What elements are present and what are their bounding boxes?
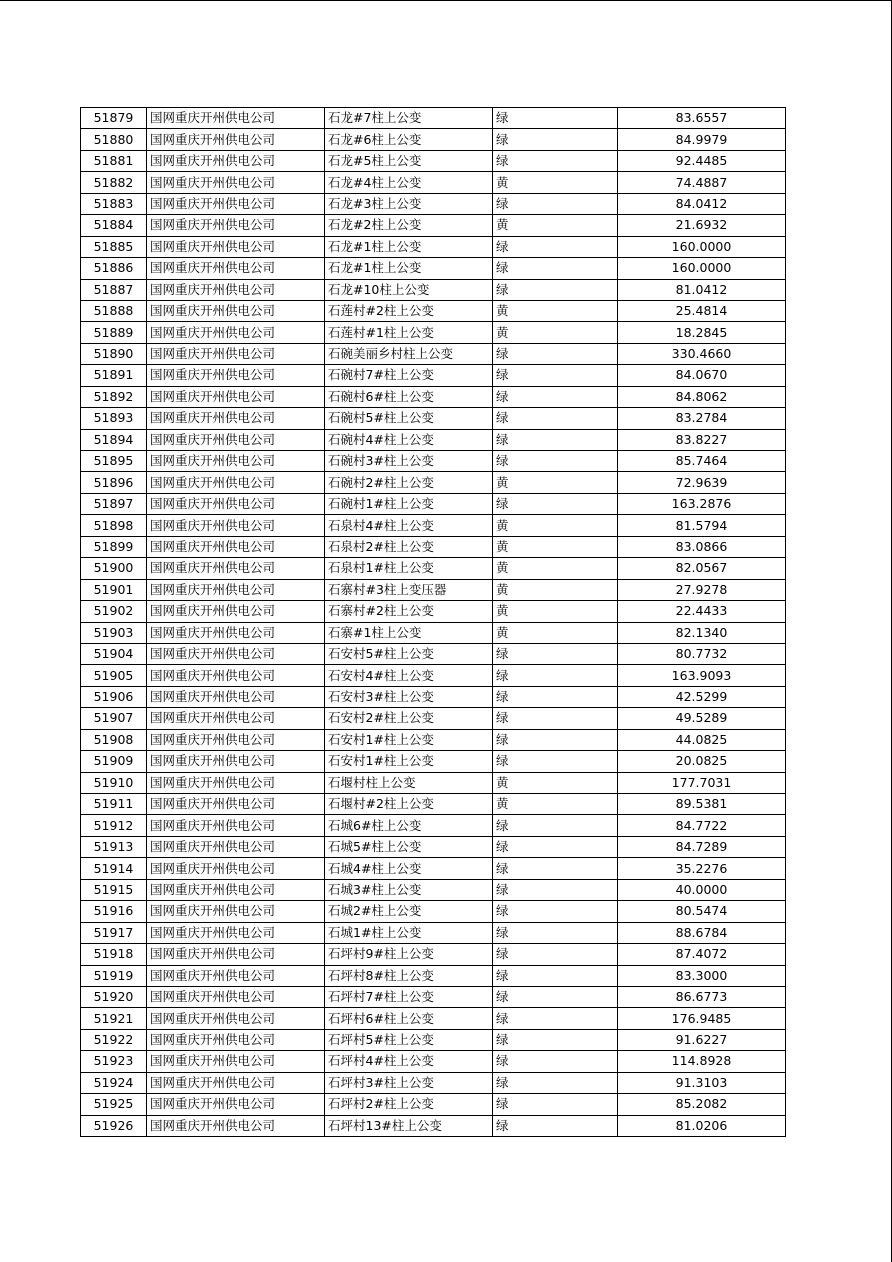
table-row	[81, 236, 786, 257]
table-row	[81, 708, 786, 729]
transformer-name-cell: 石城1#柱上公变	[325, 922, 493, 943]
value-cell: 84.7289	[618, 836, 786, 857]
transformer-name-cell: 石安村4#柱上公变	[325, 665, 493, 686]
company-cell: 国网重庆开州供电公司	[147, 579, 325, 600]
status-color-cell: 绿	[493, 643, 618, 664]
company-cell: 国网重庆开州供电公司	[147, 236, 325, 257]
status-color-cell: 绿	[493, 665, 618, 686]
status-color-cell: 绿	[493, 343, 618, 364]
transformer-name-cell: 石堰村#2柱上公变	[325, 794, 493, 815]
row-id-cell: 51888	[81, 300, 147, 321]
table-row	[81, 1008, 786, 1029]
company-cell: 国网重庆开州供电公司	[147, 129, 325, 150]
company-cell: 国网重庆开州供电公司	[147, 536, 325, 557]
transformer-name-cell: 石坪村7#柱上公变	[325, 986, 493, 1007]
table-row	[81, 193, 786, 214]
company-cell: 国网重庆开州供电公司	[147, 150, 325, 171]
transformer-name-cell: 石泉村1#柱上公变	[325, 558, 493, 579]
status-color-cell: 绿	[493, 129, 618, 150]
company-cell: 国网重庆开州供电公司	[147, 193, 325, 214]
table-row	[81, 901, 786, 922]
row-id-cell: 51921	[81, 1008, 147, 1029]
status-color-cell: 绿	[493, 365, 618, 386]
value-cell: 85.7464	[618, 451, 786, 472]
value-cell: 84.7722	[618, 815, 786, 836]
status-color-cell: 绿	[493, 708, 618, 729]
value-cell: 91.6227	[618, 1029, 786, 1050]
row-id-cell: 51914	[81, 858, 147, 879]
transformer-name-cell: 石堰村柱上公变	[325, 772, 493, 793]
transformer-name-cell: 石坪村4#柱上公变	[325, 1051, 493, 1072]
status-color-cell: 绿	[493, 1051, 618, 1072]
transformer-name-cell: 石龙#3柱上公变	[325, 193, 493, 214]
value-cell: 74.4887	[618, 172, 786, 193]
transformer-name-cell: 石碗村1#柱上公变	[325, 493, 493, 514]
status-color-cell: 绿	[493, 258, 618, 279]
table-row	[81, 365, 786, 386]
table-row	[81, 815, 786, 836]
company-cell: 国网重庆开州供电公司	[147, 601, 325, 622]
transformer-name-cell: 石安村3#柱上公变	[325, 686, 493, 707]
value-cell: 72.9639	[618, 472, 786, 493]
row-id-cell: 51903	[81, 622, 147, 643]
transformer-name-cell: 石城6#柱上公变	[325, 815, 493, 836]
company-cell: 国网重庆开州供电公司	[147, 1029, 325, 1050]
row-id-cell: 51889	[81, 322, 147, 343]
status-color-cell: 绿	[493, 729, 618, 750]
table-row	[81, 686, 786, 707]
table-row	[81, 150, 786, 171]
company-cell: 国网重庆开州供电公司	[147, 1115, 325, 1136]
status-color-cell: 黄	[493, 472, 618, 493]
status-color-cell: 黄	[493, 794, 618, 815]
value-cell: 82.1340	[618, 622, 786, 643]
company-cell: 国网重庆开州供电公司	[147, 879, 325, 900]
status-color-cell: 绿	[493, 193, 618, 214]
company-cell: 国网重庆开州供电公司	[147, 515, 325, 536]
row-id-cell: 51909	[81, 751, 147, 772]
transformer-name-cell: 石坪村2#柱上公变	[325, 1094, 493, 1115]
status-color-cell: 黄	[493, 536, 618, 557]
value-cell: 114.8928	[618, 1051, 786, 1072]
transformer-name-cell: 石城2#柱上公变	[325, 901, 493, 922]
table-row	[81, 300, 786, 321]
value-cell: 85.2082	[618, 1094, 786, 1115]
transformer-name-cell: 石城3#柱上公变	[325, 879, 493, 900]
row-id-cell: 51911	[81, 794, 147, 815]
company-cell: 国网重庆开州供电公司	[147, 836, 325, 857]
row-id-cell: 51908	[81, 729, 147, 750]
status-color-cell: 绿	[493, 836, 618, 857]
row-id-cell: 51887	[81, 279, 147, 300]
value-cell: 83.2784	[618, 408, 786, 429]
table-row	[81, 772, 786, 793]
status-color-cell: 黄	[493, 558, 618, 579]
value-cell: 18.2845	[618, 322, 786, 343]
status-color-cell: 绿	[493, 751, 618, 772]
status-color-cell: 黄	[493, 772, 618, 793]
value-cell: 84.0670	[618, 365, 786, 386]
transformer-table	[80, 107, 786, 1137]
row-id-cell: 51885	[81, 236, 147, 257]
status-color-cell: 绿	[493, 408, 618, 429]
row-id-cell: 51902	[81, 601, 147, 622]
row-id-cell: 51907	[81, 708, 147, 729]
company-cell: 国网重庆开州供电公司	[147, 794, 325, 815]
status-color-cell: 黄	[493, 172, 618, 193]
row-id-cell: 51920	[81, 986, 147, 1007]
table-row	[81, 558, 786, 579]
transformer-name-cell: 石碗村6#柱上公变	[325, 386, 493, 407]
value-cell: 89.5381	[618, 794, 786, 815]
status-color-cell: 绿	[493, 901, 618, 922]
table-row	[81, 451, 786, 472]
row-id-cell: 51912	[81, 815, 147, 836]
company-cell: 国网重庆开州供电公司	[147, 1008, 325, 1029]
company-cell: 国网重庆开州供电公司	[147, 1051, 325, 1072]
table-row	[81, 322, 786, 343]
row-id-cell: 51882	[81, 172, 147, 193]
table-row	[81, 965, 786, 986]
table-row	[81, 515, 786, 536]
transformer-name-cell: 石寨村#3柱上变压器	[325, 579, 493, 600]
company-cell: 国网重庆开州供电公司	[147, 1072, 325, 1093]
table-row	[81, 622, 786, 643]
transformer-name-cell: 石坪村3#柱上公变	[325, 1072, 493, 1093]
value-cell: 87.4072	[618, 944, 786, 965]
transformer-name-cell: 石碗村5#柱上公变	[325, 408, 493, 429]
row-id-cell: 51880	[81, 129, 147, 150]
company-cell: 国网重庆开州供电公司	[147, 858, 325, 879]
status-color-cell: 黄	[493, 515, 618, 536]
status-color-cell: 黄	[493, 622, 618, 643]
status-color-cell: 绿	[493, 1094, 618, 1115]
transformer-name-cell: 石龙#10柱上公变	[325, 279, 493, 300]
status-color-cell: 绿	[493, 815, 618, 836]
status-color-cell: 黄	[493, 300, 618, 321]
company-cell: 国网重庆开州供电公司	[147, 986, 325, 1007]
value-cell: 27.9278	[618, 579, 786, 600]
transformer-name-cell: 石碗美丽乡村柱上公变	[325, 343, 493, 364]
status-color-cell: 黄	[493, 579, 618, 600]
transformer-name-cell: 石安村2#柱上公变	[325, 708, 493, 729]
transformer-name-cell: 石莲村#2柱上公变	[325, 300, 493, 321]
row-id-cell: 51918	[81, 944, 147, 965]
company-cell: 国网重庆开州供电公司	[147, 258, 325, 279]
page-top-border	[0, 0, 892, 1]
status-color-cell: 绿	[493, 879, 618, 900]
row-id-cell: 51919	[81, 965, 147, 986]
status-color-cell: 绿	[493, 429, 618, 450]
table-row	[81, 1115, 786, 1136]
row-id-cell: 51910	[81, 772, 147, 793]
value-cell: 40.0000	[618, 879, 786, 900]
table-row	[81, 472, 786, 493]
status-color-cell: 绿	[493, 236, 618, 257]
value-cell: 80.7732	[618, 643, 786, 664]
company-cell: 国网重庆开州供电公司	[147, 472, 325, 493]
transformer-name-cell: 石安村1#柱上公变	[325, 729, 493, 750]
value-cell: 80.5474	[618, 901, 786, 922]
table-row	[81, 408, 786, 429]
row-id-cell: 51916	[81, 901, 147, 922]
value-cell: 42.5299	[618, 686, 786, 707]
row-id-cell: 51898	[81, 515, 147, 536]
transformer-name-cell: 石莲村#1柱上公变	[325, 322, 493, 343]
company-cell: 国网重庆开州供电公司	[147, 279, 325, 300]
value-cell: 177.7031	[618, 772, 786, 793]
value-cell: 176.9485	[618, 1008, 786, 1029]
company-cell: 国网重庆开州供电公司	[147, 922, 325, 943]
table-row	[81, 1029, 786, 1050]
transformer-name-cell: 石城4#柱上公变	[325, 858, 493, 879]
company-cell: 国网重庆开州供电公司	[147, 815, 325, 836]
row-id-cell: 51904	[81, 643, 147, 664]
transformer-name-cell: 石碗村4#柱上公变	[325, 429, 493, 450]
company-cell: 国网重庆开州供电公司	[147, 451, 325, 472]
transformer-name-cell: 石龙#6柱上公变	[325, 129, 493, 150]
transformer-name-cell: 石龙#1柱上公变	[325, 236, 493, 257]
value-cell: 92.4485	[618, 150, 786, 171]
value-cell: 84.8062	[618, 386, 786, 407]
transformer-name-cell: 石坪村8#柱上公变	[325, 965, 493, 986]
status-color-cell: 绿	[493, 1029, 618, 1050]
transformer-name-cell: 石龙#4柱上公变	[325, 172, 493, 193]
row-id-cell: 51892	[81, 386, 147, 407]
status-color-cell: 黄	[493, 322, 618, 343]
table-row	[81, 215, 786, 236]
value-cell: 91.3103	[618, 1072, 786, 1093]
value-cell: 49.5289	[618, 708, 786, 729]
value-cell: 160.0000	[618, 258, 786, 279]
value-cell: 163.9093	[618, 665, 786, 686]
transformer-name-cell: 石安村1#柱上公变	[325, 751, 493, 772]
table-row	[81, 279, 786, 300]
transformer-name-cell: 石泉村2#柱上公变	[325, 536, 493, 557]
company-cell: 国网重庆开州供电公司	[147, 343, 325, 364]
transformer-name-cell: 石坪村5#柱上公变	[325, 1029, 493, 1050]
value-cell: 25.4814	[618, 300, 786, 321]
table-row	[81, 258, 786, 279]
row-id-cell: 51895	[81, 451, 147, 472]
table-row	[81, 751, 786, 772]
value-cell: 84.0412	[618, 193, 786, 214]
table-row	[81, 922, 786, 943]
value-cell: 82.0567	[618, 558, 786, 579]
row-id-cell: 51923	[81, 1051, 147, 1072]
value-cell: 81.0412	[618, 279, 786, 300]
status-color-cell: 绿	[493, 386, 618, 407]
status-color-cell: 黄	[493, 215, 618, 236]
table-row	[81, 493, 786, 514]
value-cell: 83.3000	[618, 965, 786, 986]
table-row	[81, 579, 786, 600]
table-row	[81, 729, 786, 750]
company-cell: 国网重庆开州供电公司	[147, 708, 325, 729]
company-cell: 国网重庆开州供电公司	[147, 558, 325, 579]
row-id-cell: 51917	[81, 922, 147, 943]
status-color-cell: 绿	[493, 986, 618, 1007]
value-cell: 83.8227	[618, 429, 786, 450]
status-color-cell: 绿	[493, 922, 618, 943]
row-id-cell: 51915	[81, 879, 147, 900]
row-id-cell: 51906	[81, 686, 147, 707]
transformer-name-cell: 石城5#柱上公变	[325, 836, 493, 857]
transformer-name-cell: 石寨#1柱上公变	[325, 622, 493, 643]
company-cell: 国网重庆开州供电公司	[147, 493, 325, 514]
table-row	[81, 1051, 786, 1072]
value-cell: 83.0866	[618, 536, 786, 557]
row-id-cell: 51924	[81, 1072, 147, 1093]
value-cell: 88.6784	[618, 922, 786, 943]
company-cell: 国网重庆开州供电公司	[147, 108, 325, 129]
row-id-cell: 51899	[81, 536, 147, 557]
transformer-name-cell: 石龙#1柱上公变	[325, 258, 493, 279]
table-row	[81, 386, 786, 407]
row-id-cell: 51900	[81, 558, 147, 579]
value-cell: 163.2876	[618, 493, 786, 514]
row-id-cell: 51884	[81, 215, 147, 236]
transformer-name-cell: 石安村5#柱上公变	[325, 643, 493, 664]
company-cell: 国网重庆开州供电公司	[147, 365, 325, 386]
value-cell: 86.6773	[618, 986, 786, 1007]
status-color-cell: 黄	[493, 601, 618, 622]
table-row	[81, 343, 786, 364]
row-id-cell: 51881	[81, 150, 147, 171]
table-row	[81, 665, 786, 686]
transformer-name-cell: 石龙#5柱上公变	[325, 150, 493, 171]
table-row	[81, 986, 786, 1007]
status-color-cell: 绿	[493, 493, 618, 514]
value-cell: 81.5794	[618, 515, 786, 536]
transformer-name-cell: 石碗村3#柱上公变	[325, 451, 493, 472]
row-id-cell: 51886	[81, 258, 147, 279]
company-cell: 国网重庆开州供电公司	[147, 622, 325, 643]
row-id-cell: 51879	[81, 108, 147, 129]
row-id-cell: 51901	[81, 579, 147, 600]
transformer-name-cell: 石坪村9#柱上公变	[325, 944, 493, 965]
status-color-cell: 绿	[493, 150, 618, 171]
value-cell: 22.4433	[618, 601, 786, 622]
row-id-cell: 51897	[81, 493, 147, 514]
table-row	[81, 1072, 786, 1093]
table-row	[81, 879, 786, 900]
table-row	[81, 1094, 786, 1115]
company-cell: 国网重庆开州供电公司	[147, 172, 325, 193]
company-cell: 国网重庆开州供电公司	[147, 408, 325, 429]
status-color-cell: 绿	[493, 944, 618, 965]
table-row	[81, 108, 786, 129]
row-id-cell: 51883	[81, 193, 147, 214]
row-id-cell: 51913	[81, 836, 147, 857]
row-id-cell: 51894	[81, 429, 147, 450]
table-row	[81, 944, 786, 965]
transformer-name-cell: 石寨村#2柱上公变	[325, 601, 493, 622]
company-cell: 国网重庆开州供电公司	[147, 643, 325, 664]
table-row	[81, 536, 786, 557]
row-id-cell: 51890	[81, 343, 147, 364]
value-cell: 83.6557	[618, 108, 786, 129]
status-color-cell: 绿	[493, 686, 618, 707]
company-cell: 国网重庆开州供电公司	[147, 944, 325, 965]
status-color-cell: 绿	[493, 965, 618, 986]
table-row	[81, 836, 786, 857]
value-cell: 160.0000	[618, 236, 786, 257]
table-row	[81, 129, 786, 150]
table-row	[81, 601, 786, 622]
status-color-cell: 绿	[493, 1115, 618, 1136]
value-cell: 330.4660	[618, 343, 786, 364]
value-cell: 44.0825	[618, 729, 786, 750]
row-id-cell: 51922	[81, 1029, 147, 1050]
company-cell: 国网重庆开州供电公司	[147, 686, 325, 707]
row-id-cell: 51896	[81, 472, 147, 493]
value-cell: 84.9979	[618, 129, 786, 150]
company-cell: 国网重庆开州供电公司	[147, 1094, 325, 1115]
company-cell: 国网重庆开州供电公司	[147, 665, 325, 686]
company-cell: 国网重庆开州供电公司	[147, 965, 325, 986]
transformer-name-cell: 石龙#2柱上公变	[325, 215, 493, 236]
row-id-cell: 51891	[81, 365, 147, 386]
company-cell: 国网重庆开州供电公司	[147, 751, 325, 772]
company-cell: 国网重庆开州供电公司	[147, 322, 325, 343]
company-cell: 国网重庆开州供电公司	[147, 429, 325, 450]
transformer-name-cell: 石碗村7#柱上公变	[325, 365, 493, 386]
transformer-name-cell: 石坪村6#柱上公变	[325, 1008, 493, 1029]
table-body	[81, 108, 786, 1137]
value-cell: 81.0206	[618, 1115, 786, 1136]
row-id-cell: 51893	[81, 408, 147, 429]
table-row	[81, 643, 786, 664]
table-row	[81, 858, 786, 879]
transformer-name-cell: 石泉村4#柱上公变	[325, 515, 493, 536]
status-color-cell: 绿	[493, 858, 618, 879]
company-cell: 国网重庆开州供电公司	[147, 215, 325, 236]
status-color-cell: 绿	[493, 1008, 618, 1029]
row-id-cell: 51905	[81, 665, 147, 686]
value-cell: 21.6932	[618, 215, 786, 236]
company-cell: 国网重庆开州供电公司	[147, 729, 325, 750]
table-row	[81, 794, 786, 815]
status-color-cell: 绿	[493, 1072, 618, 1093]
company-cell: 国网重庆开州供电公司	[147, 772, 325, 793]
transformer-name-cell: 石碗村2#柱上公变	[325, 472, 493, 493]
company-cell: 国网重庆开州供电公司	[147, 300, 325, 321]
status-color-cell: 绿	[493, 279, 618, 300]
value-cell: 20.0825	[618, 751, 786, 772]
value-cell: 35.2276	[618, 858, 786, 879]
table-row	[81, 429, 786, 450]
transformer-name-cell: 石坪村13#柱上公变	[325, 1115, 493, 1136]
status-color-cell: 绿	[493, 451, 618, 472]
status-color-cell: 绿	[493, 108, 618, 129]
company-cell: 国网重庆开州供电公司	[147, 386, 325, 407]
company-cell: 国网重庆开州供电公司	[147, 901, 325, 922]
table-row	[81, 172, 786, 193]
row-id-cell: 51926	[81, 1115, 147, 1136]
transformer-name-cell: 石龙#7柱上公变	[325, 108, 493, 129]
row-id-cell: 51925	[81, 1094, 147, 1115]
